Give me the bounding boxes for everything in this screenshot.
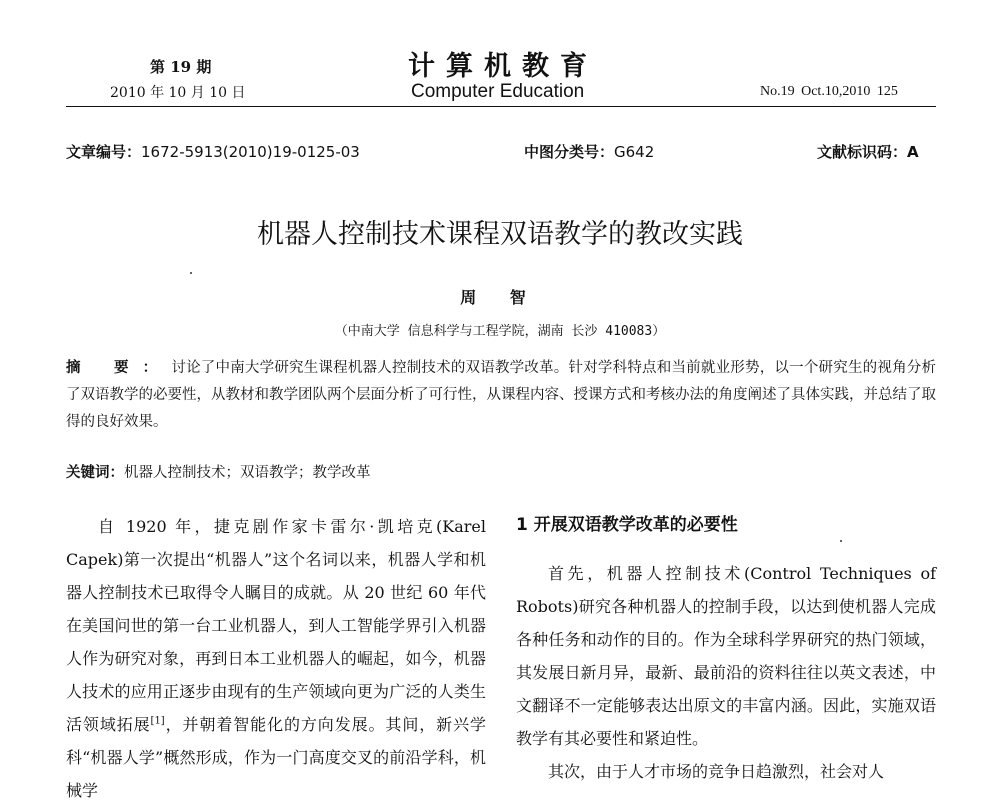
document-code [817, 141, 919, 162]
header-date: 2010 年 10 月 10 日 [110, 85, 246, 101]
article-number [66, 141, 360, 162]
section-heading-1: 1 开展双语教学改革的必要性 [516, 515, 738, 535]
body-left-column [66, 510, 486, 807]
author: 周 智 [460, 288, 540, 307]
abstract-label: 摘 要： [66, 360, 172, 376]
body-right-column [516, 557, 936, 788]
paper-title: 机器人控制技术课程双语教学的教改实践 [257, 219, 743, 250]
document-code-label: 文献标识码： [817, 143, 908, 161]
scan-speck [190, 272, 192, 274]
header-issue-info: No.19 Oct.10,2010 125 [760, 84, 898, 99]
keywords [66, 461, 371, 482]
intro-paragraph [66, 510, 486, 807]
clc-number [524, 141, 654, 162]
citation-1: [1] [150, 715, 165, 727]
intro-text-2: ，并朝着智能化的方向发展。其间，新兴学科“机器人学” [66, 715, 486, 767]
keywords-text: 机器人控制技术；双语教学；教学改革 [124, 465, 371, 481]
header-issue: 第 19 期 [150, 58, 212, 76]
intro-text-1: 自 1920 年，捷克剧作家卡雷尔·凯培克(Karel Capek)第一次提出“机器人”这个名词以来，机器人学和机器人控制技术已取得令人瞩目的成就。从 20 世纪 60 年代在美国问世的第一台工业机器人，到人工智能学界引入机器人作为研究对象，再到日本工业机器人的崛起，如今，机器人技术的应用正逐步由现有的生产领域向更为广泛的人类生活领域拓展 [66, 517, 486, 734]
paragraph-necessity-1: 首先，机器人控制技术(Control Techniques of Robots)研究各种机器人的控制手段，以达到使机器人完成各种任务和动作的目的。作为全球科学界研究的热门领域，其发展日新月异，最新、最前沿的资料往往以英文表述，中文翻译不一定能够表达出原文的丰富内涵。因此，实施双语教学有其必要性和紧迫性。 [516, 564, 936, 748]
clc-value: G642 [614, 143, 655, 161]
article-number-value: 1672-5913(2010)19-0125-03 [141, 143, 360, 161]
intro-text-3: 概然形成，作为一门高度交叉的前沿学科，机械学 [66, 748, 486, 800]
paragraph-necessity-2: 其次，由于人才市场的竞争日趋激烈，社会对人 [548, 762, 885, 781]
abstract-text: 讨论了中南大学研究生课程机器人控制技术的双语教学改革。针对学科特点和当前就业形势，以一个研究生的视角分析了双语教学的必要性，从教材和教学团队两个层面分析了可行性，从课程内容、授课方式和考核办法的角度阐述了具体实践，并总结了取得的良好效果。 [66, 360, 936, 430]
header-rule [66, 106, 936, 107]
document-code-value: A [907, 143, 919, 161]
abstract [66, 355, 936, 436]
journal-title-en: Computer Education [411, 81, 585, 102]
affiliation: （中南大学 信息科学与工程学院，湖南 长沙 410083） [334, 324, 666, 339]
journal-title-cn: 计算机教育 [408, 51, 598, 82]
clc-label: 中图分类号： [524, 143, 615, 161]
article-number-label: 文章编号： [66, 143, 142, 161]
scan-speck [840, 540, 842, 542]
keywords-label: 关键词： [66, 465, 124, 481]
